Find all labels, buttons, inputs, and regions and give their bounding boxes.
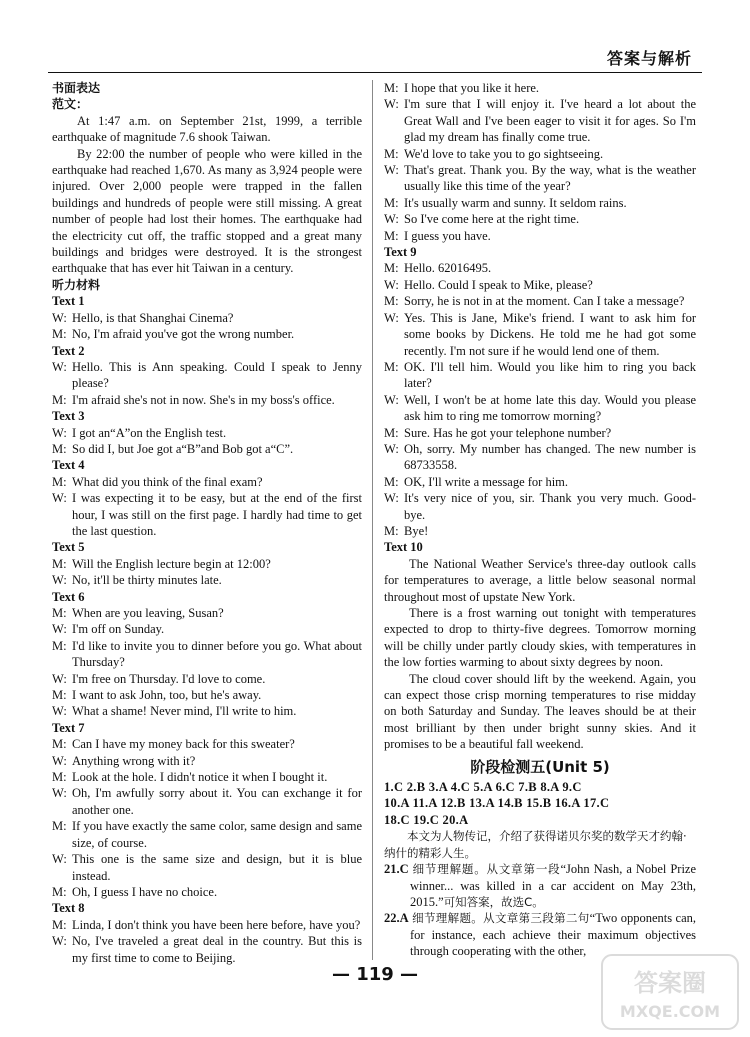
dialogue-line (52, 687, 362, 703)
speaker: W: (52, 704, 67, 719)
dialogue-line (384, 162, 696, 195)
utterance: Oh, I guess I have no choice. (72, 884, 218, 899)
passage-summary: 本文为人物传记，介绍了获得诺贝尔奖的数学天才约翰·纳什的精彩人生。 (384, 829, 687, 860)
dialogue-line (52, 753, 362, 769)
speaker: M: (52, 556, 67, 571)
speaker: M: (52, 392, 67, 407)
dialogue-line (52, 769, 362, 785)
dialogue-line (384, 441, 696, 474)
utterance: Hello. Could I speak to Mike, please? (404, 277, 593, 292)
utterance: Hello, is that Shanghai Cinema? (72, 310, 234, 325)
speaker: M: (52, 606, 67, 620)
dialogue-line (52, 474, 362, 490)
text10-paragraph: There is a frost warning out tonight with temperatures expected to drop to thirty-five degrees. Tomorrow morning will be chilly under partly cloudy skies, with temperatures in the low forties warming to about sixty degrees by noon. (384, 606, 696, 670)
speaker: M: (384, 474, 399, 489)
right-column (384, 80, 696, 960)
dialogue-line (52, 671, 362, 687)
explanation-num: 21.C (384, 862, 409, 877)
dialogue-line (52, 917, 362, 933)
speaker: M: (52, 327, 67, 342)
answer-key-line: 1.C 2.B 3.A 4.C 5.A 6.C 7.B 8.A 9.C (384, 780, 582, 795)
dialogue-line (52, 933, 362, 966)
dialogue-line (52, 884, 362, 900)
utterance: So did I, but Joe got a“B”and Bob got a“C”. (72, 441, 294, 456)
explanation-en: “Two opponents can, for instance, each achieve their maximum objectives through cooperating with the other, (410, 911, 697, 959)
dialogue-line (384, 359, 696, 392)
dialogue-line (384, 310, 696, 359)
text-label: Text 10 (384, 540, 423, 555)
utterance: So I've come here at the right time. (404, 212, 580, 227)
utterance: Yes. This is Jane, Mike's friend. I want to ask him for some books by Dickens. He told me he had got some recently. I'm not sure if he would lend one of them. (404, 310, 696, 358)
watermark-line1: 答案圈 (634, 969, 706, 997)
dialogue-line (52, 490, 362, 539)
text-label: Text 7 (52, 720, 85, 735)
explanation-cn: 细节理解题。从文章第一段 (412, 862, 561, 877)
watermark-line2: MXQE.COM (619, 1002, 721, 1021)
utterance: Bye! (404, 523, 429, 538)
speaker: M: (52, 441, 67, 456)
utterance: Will the English lecture begin at 12:00? (72, 556, 271, 571)
writing-heading: 书面表达 (52, 81, 101, 95)
speaker: M: (384, 195, 399, 210)
explanation-num: 22.A (384, 911, 409, 926)
dialogue-line (384, 80, 696, 96)
speaker: W: (52, 491, 67, 506)
speaker: M: (384, 359, 399, 374)
dialogue-line (384, 293, 696, 309)
speaker: M: (52, 688, 67, 703)
utterance: I'm sure that I will enjoy it. I've heard a lot about the Great Wall and I've been eager to visit it for ages. So I'm glad my dream has finally come true. (404, 97, 696, 145)
speaker: M: (52, 819, 67, 834)
utterance: Look at the hole. I didn't notice it when I bought it. (72, 770, 328, 785)
utterance: No, I've traveled a great deal in the country. But this is my first time to come to Beijing. (72, 934, 362, 965)
essay-paragraph: By 22:00 the number of people who were killed in the earthquake had reached 1,670. As many as 3,924 people were injured. Over 2,000 people were trapped in the fallen buildings and hundreds of people were still missing. A great number of people had lost their homes. The earthquake had the electricity cut off, the traffic stopped and a great many buildings and bridges were destroyed. It is the strongest earthquake that has ever hit Taiwan in a century. (52, 146, 362, 276)
utterance: Hello. This is Ann speaking. Could I speak to Jenny please? (72, 359, 362, 391)
dialogue-line (384, 474, 696, 490)
dialogue-line (52, 605, 362, 621)
dialogue-line (384, 195, 696, 211)
speaker: M: (384, 425, 399, 440)
answer-key-line: 10.A 11.A 12.B 13.A 14.B 15.B 16.A 17.C (384, 796, 610, 811)
dialogue-line (52, 621, 362, 637)
utterance: Linda, I don't think you have been here before, have you? (72, 917, 361, 932)
header-title: 答案与解析 (606, 49, 692, 68)
dialogue-line (52, 736, 362, 752)
text8-continued (384, 80, 696, 244)
utterance: Sorry, he is not in at the moment. Can I take a message? (404, 294, 685, 309)
utterance: I hope that you like it here. (404, 81, 540, 95)
speaker: M: (52, 737, 67, 752)
speaker: W: (52, 359, 67, 374)
speaker: W: (52, 573, 67, 588)
speaker: M: (52, 474, 67, 489)
utterance: It's usually warm and sunny. It seldom rains. (404, 195, 627, 210)
speaker: M: (384, 523, 399, 538)
text-label: Text 5 (52, 540, 85, 555)
speaker: W: (52, 622, 67, 637)
dialogue-line (52, 851, 362, 884)
dialogue-line (52, 703, 362, 719)
utterance: When are you leaving, Susan? (72, 606, 224, 620)
speaker: M: (52, 917, 67, 932)
utterance: OK, I'll write a message for him. (404, 474, 569, 489)
utterance: It's very nice of you, sir. Thank you very much. Good-bye. (404, 491, 696, 522)
speaker: M: (384, 294, 399, 309)
speaker: W: (384, 441, 399, 456)
speaker: W: (384, 163, 399, 178)
utterance: I was expecting it to be easy, but at the end of the first hour, I was still on the first page. I hardly had time to get the last question. (72, 491, 362, 538)
dialogue-line (52, 785, 362, 818)
text10-paragraph: The National Weather Service's three-day outlook calls for temperatures to average, a little below seasonal normal throughout most of upstate New York. (384, 556, 696, 604)
speaker: M: (52, 770, 67, 785)
text-label: Text 9 (384, 245, 417, 260)
utterance: I'm off on Sunday. (72, 622, 165, 637)
utterance: I'd like to invite you to dinner before you go. What about Thursday? (72, 638, 362, 670)
utterance: No, I'm afraid you've got the wrong number. (72, 327, 295, 342)
column-divider (372, 80, 373, 960)
dialogue-line (52, 392, 362, 408)
speaker: M: (384, 81, 399, 95)
dialogue-line (52, 638, 362, 671)
speaker: M: (52, 638, 67, 653)
utterance: Well, I won't be at home late this day. Would you please ask him to ring me tomorrow morning? (404, 392, 696, 424)
utterance: I'm free on Thursday. I'd love to come. (72, 671, 266, 686)
utterance: I got an“A”on the English test. (72, 425, 227, 440)
text-label: Text 4 (52, 458, 85, 473)
dialogue-line (52, 556, 362, 572)
utterance: No, it'll be thirty minutes late. (72, 573, 222, 588)
utterance: Can I have my money back for this sweater? (72, 737, 295, 752)
utterance: Hello. 62016495. (404, 261, 492, 276)
listening-texts (52, 293, 362, 966)
utterance: Sure. Has he got your telephone number? (404, 425, 612, 440)
dialogue-line (384, 96, 696, 145)
speaker: M: (384, 146, 399, 161)
speaker: W: (52, 425, 67, 440)
text9-dialogue (384, 260, 696, 539)
watermark-logo (600, 953, 740, 1031)
dialogue-line (52, 425, 362, 441)
answer-explanation (384, 861, 696, 910)
page-header (0, 0, 750, 74)
dialogue-line (52, 326, 362, 342)
speaker: W: (384, 212, 399, 227)
speaker: M: (52, 884, 67, 899)
speaker: W: (52, 934, 67, 949)
utterance: I guess you have. (404, 228, 491, 243)
text-label: Text 8 (52, 901, 85, 916)
speaker: W: (52, 786, 67, 801)
left-column (52, 80, 362, 966)
sample-label: 范文： (52, 97, 89, 112)
answer-key-line: 18.C 19.C 20.A (384, 812, 469, 827)
utterance: Oh, sorry. My number has changed. The new number is 68733558. (404, 441, 696, 473)
explanation-cn: 细节理解题。从文章第三段第二句 (412, 911, 590, 926)
dialogue-line (384, 146, 696, 162)
text-label: Text 3 (52, 409, 85, 424)
speaker: W: (384, 277, 399, 292)
dialogue-line (52, 441, 362, 457)
speaker: W: (384, 97, 399, 112)
listening-heading: 听力材料 (52, 277, 101, 292)
utterance: That's great. Thank you. By the way, what is the weather usually like this time of the year? (404, 163, 696, 194)
utterance: What a shame! Never mind, I'll write to him. (72, 704, 297, 719)
text-label: Text 6 (52, 589, 85, 604)
utterance: I want to ask John, too, but he's away. (72, 688, 262, 703)
dialogue-line (52, 818, 362, 851)
dialogue-line (384, 392, 696, 425)
unit-title: 阶段检测五(Unit 5) (470, 757, 610, 776)
explanation-en: “John Nash, a Nobel Prize winner... was killed in a car accident on May 23th, 2015.” (410, 862, 697, 909)
speaker: W: (384, 491, 399, 506)
speaker: W: (52, 671, 67, 686)
speaker: W: (52, 852, 67, 867)
speaker: W: (52, 310, 67, 325)
utterance: What did you think of the final exam? (72, 474, 263, 489)
utterance: I'm afraid she's not in now. She's in my boss's office. (72, 392, 335, 407)
dialogue-line (384, 228, 696, 244)
dialogue-line (52, 310, 362, 326)
utterance: If you have exactly the same color, same design and same size, of course. (72, 819, 362, 850)
dialogue-line (52, 572, 362, 588)
dialogue-line (384, 425, 696, 441)
utterance: Anything wrong with it? (72, 753, 196, 768)
essay-paragraph: At 1:47 a.m. on September 21st, 1999, a terrible earthquake of magnitude 7.6 shook Taiwan. (52, 113, 362, 145)
page-number: — 119 — (331, 964, 419, 985)
dialogue-line (384, 523, 696, 539)
speaker: W: (384, 392, 399, 407)
header-rule (48, 72, 702, 73)
text-label: Text 2 (52, 343, 85, 358)
text10-paragraph: The cloud cover should lift by the weekend. Again, you can expect those crisp morning temperatures to rise midday on both Saturday and Sunday. The leaves should be at their most brilliant by then under bright sunny skies. And it promises to be a beautiful fall weekend. (384, 671, 696, 752)
dialogue-line (52, 359, 362, 392)
utterance: OK. I'll tell him. Would you like him to ring you back later? (404, 359, 696, 391)
explanation-tail: 可知答案，故选C。 (443, 894, 544, 909)
speaker: W: (384, 310, 399, 325)
utterance: We'd love to take you to go sightseeing. (404, 146, 604, 161)
dialogue-line (384, 211, 696, 227)
explanations (384, 861, 696, 959)
dialogue-line (384, 260, 696, 276)
utterance: This one is the same size and design, but it is blue instead. (72, 852, 362, 883)
speaker: W: (52, 753, 67, 768)
speaker: M: (384, 228, 399, 243)
dialogue-line (384, 277, 696, 293)
utterance: Oh, I'm awfully sorry about it. You can exchange it for another one. (72, 786, 362, 817)
speaker: M: (384, 261, 399, 276)
dialogue-line (384, 490, 696, 523)
text-label: Text 1 (52, 294, 85, 309)
